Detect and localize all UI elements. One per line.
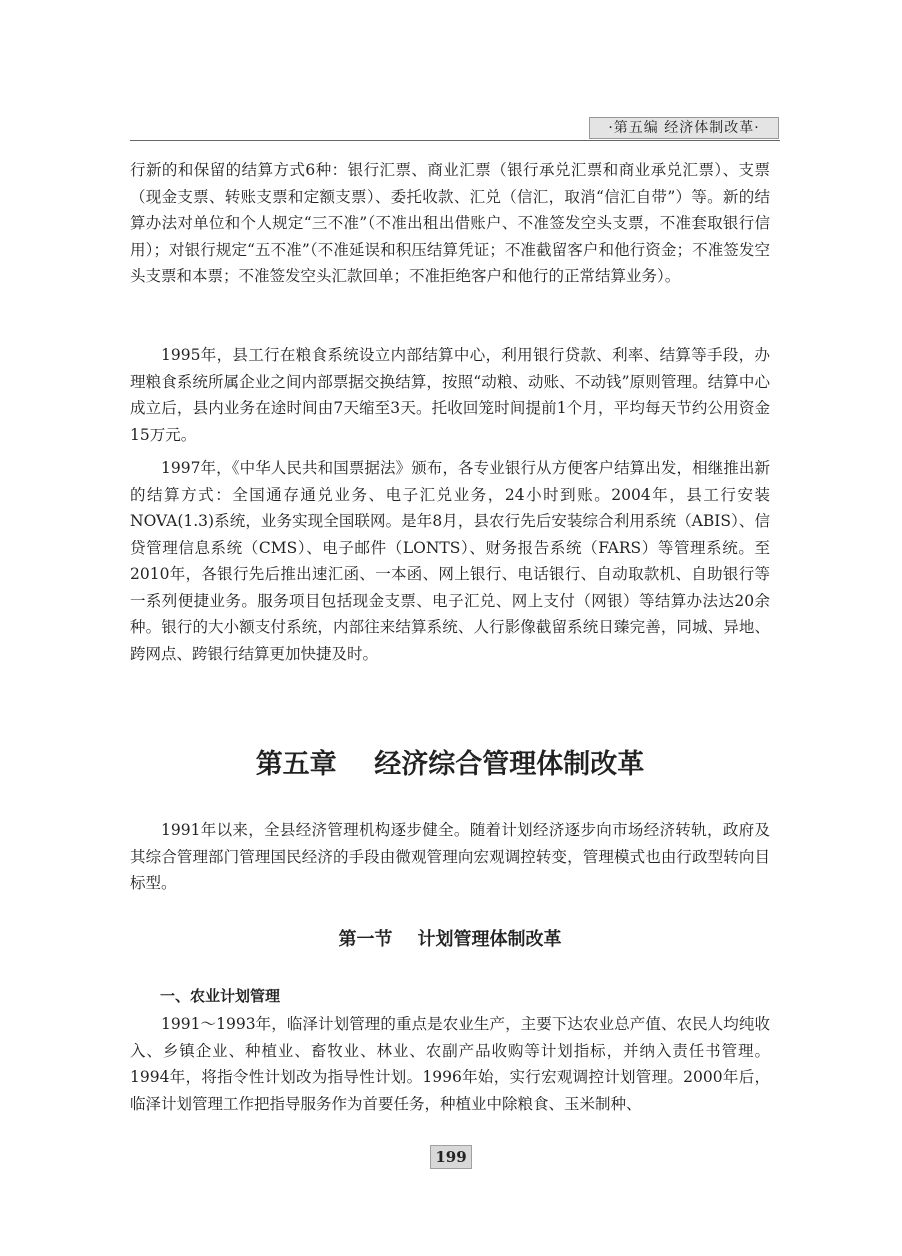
sub-heading: 一、农业计划管理	[160, 987, 281, 1005]
chapter-title: 第五章 经济综合管理体制改革	[255, 749, 645, 780]
header-rule	[130, 140, 780, 141]
section-title: 第一节 计划管理体制改革	[338, 929, 562, 950]
body-paragraph: 行新的和保留的结算方式6种：银行汇票、商业汇票（银行承兑汇票和商业承兑汇票）、支票（现金支票、转账支票和定额支票）、委托收款、汇兑（信汇，取消“信汇自带”）等。新的结算办法对单位和个人规定“三不准”（不准出租出借账户、不准签发空头支票，不准套取银行信用）；对银行规定“五不准”（不准延误和积压结算凭证；不准截留客户和他行资金；不准签发空头支票和本票；不准签发空头汇款回单；不准拒绝客户和他行的正常结算业务）。	[130, 161, 770, 285]
chapter-intro: 1991年以来，全县经济管理机构逐步健全。随着计划经济逐步向市场经济转轨，政府及其综合管理部门管理国民经济的手段由微观管理向宏观调控转变，管理模式也由行政型转向目标型。	[130, 821, 770, 892]
section-paragraph: 1991～1993年，临泽计划管理的重点是农业生产，主要下达农业总产值、农民人均纯收入、乡镇企业、种植业、畜牧业、林业、农副产品收购等计划指标，并纳入责任书管理。1994年，将指令性计划改为指导性计划。1996年始，实行宏观调控计划管理。2000年后，临泽计划管理工作把指导服务作为首要任务，种植业中除粮食、玉米制种、	[130, 1015, 770, 1113]
running-header: ·第五编 经济体制改革·	[589, 117, 779, 139]
body-paragraph: 1995年，县工行在粮食系统设立内部结算中心，利用银行贷款、利率、结算等手段，办理粮食系统所属企业之间内部票据交换结算，按照“动粮、动账、不动钱”原则管理。结算中心成立后，县内业务在途时间由7天缩至3天。托收回笼时间提前1个月，平均每天节约公用资金15万元。	[130, 346, 770, 444]
page-number: 199	[430, 1145, 472, 1169]
body-paragraph: 1997年，《中华人民共和国票据法》颁布，各专业银行从方便客户结算出发，相继推出新的结算方式：全国通存通兑业务、电子汇兑业务，24小时到账。2004年，县工行安装NOVA(1.3)系统，业务实现全国联网。是年8月，县农行先后安装综合利用系统（ABIS）、信贷管理信息系统（CMS）、电子邮件（LONTS）、财务报告系统（FARS）等管理系统。至2010年，各银行先后推出速汇函、一本函、网上银行、电话银行、自动取款机、自助银行等一系列便捷业务。服务项目包括现金支票、电子汇兑、网上支付（网银）等结算办法达20余种。银行的大小额支付系统，内部往来结算系统、人行影像截留系统日臻完善，同城、异地、跨网点、跨银行结算更加快捷及时。	[130, 459, 770, 663]
